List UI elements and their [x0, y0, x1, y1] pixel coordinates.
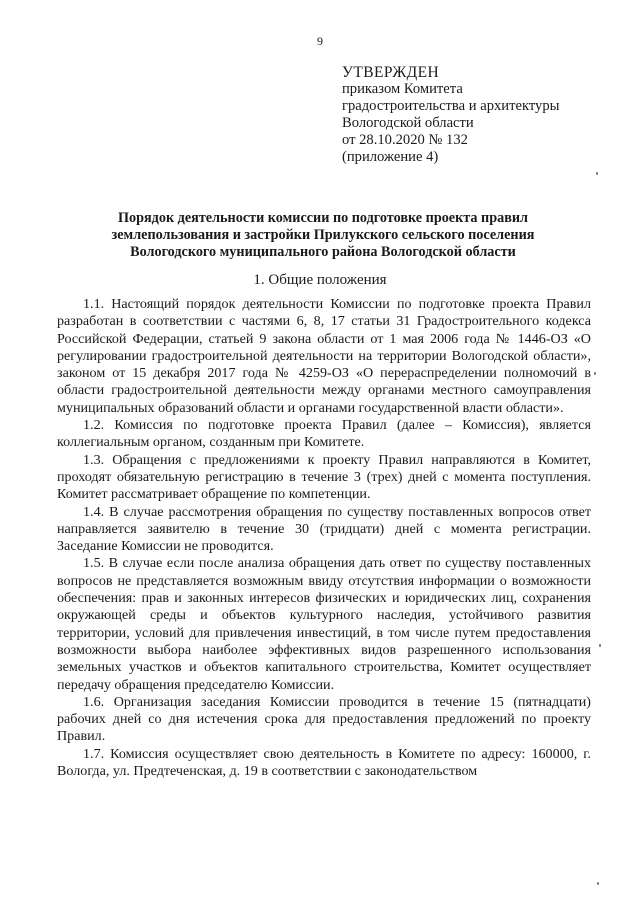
paragraph-1-6: 1.6. Организация заседания Комиссии проводится в течение 15 (пятнадцати) рабочих дней со дня истечения срока для предоставления предложений по проекту Правил.: [57, 693, 591, 745]
title-line: Порядок деятельности комиссии по подготовке проекта правил: [117, 210, 529, 226]
paragraph-1-7: 1.7. Комиссия осуществляет свою деятельность в Комитете по адресу: 160000, г. Вологда, ул. Предтеченская, д. 19 в соответствии с законодательством: [57, 745, 591, 780]
document-title: [80, 210, 566, 261]
section-title: 1. Общие положения: [253, 272, 387, 288]
paragraph-1-2: 1.2. Комиссия по подготовке проекта Правил (далее – Комиссия), является коллегиальным органом, созданным при Комитете.: [57, 417, 591, 451]
document-body: [57, 296, 591, 780]
scan-speck: [596, 172, 598, 175]
scan-speck: [594, 372, 596, 375]
paragraph-1-4: 1.4. В случае рассмотрения обращения по существу поставленных вопросов ответ направляется заявителю в течение 30 (тридцати) дней с момента регистрации. Заседание Комиссии не проводится.: [57, 503, 591, 555]
paragraph-1-3: 1.3. Обращения с предложениями к проекту Правил направляются в Комитет, проходят обязательную регистрацию в течение 3 (трех) дней с момента поступления. Комитет рассматривает обращение по компетенции.: [57, 451, 591, 503]
paragraph-1-5: 1.5. В случае если после анализа обращения дать ответ по существу поставленных вопросов не представляется возможным ввиду отсутствия информации о возможности обеспечения: прав и законных интересов физических и юридических лиц, сохранения окружающей среды и объектов культурного наследия, устойчивого развития территории, условий для привлечения инвестиций, в том числе путем предоставления возможности выбора наиболее эффективных видов разрешенного использования земельных участков и объектов капитального строительства, Комитет осуществляет передачу обращения председателю Комиссии.: [57, 555, 591, 693]
approval-line: градостроительства и архитектуры: [342, 98, 560, 114]
page-number: 9: [317, 34, 323, 48]
approval-line: Вологодской области: [342, 115, 474, 131]
approval-line: (приложение 4): [342, 149, 439, 165]
paragraph-1-1: 1.1. Настоящий порядок деятельности Комиссии по подготовке проекта Правил разработан в соответствии с частями 6, 8, 17 статьи 31 Градостроительного кодекса Российской Федерации, статьей 9 закона области от 1 мая 2006 года № 1446-ОЗ «О регулировании градостроительной деятельности на территории Вологодской области», законом от 15 декабря 2017 года № 4259-ОЗ «О перераспределении полномочий в области градостроительной деятельности между органами местного самоуправления муниципальных образований области и органами государственной власти области».: [57, 296, 591, 416]
approval-stamp-block: [342, 64, 559, 166]
scan-speck: [597, 882, 599, 885]
approval-line: от 28.10.2020 № 132: [342, 132, 468, 148]
scan-speck: [599, 644, 601, 647]
title-line: Вологодского муниципального района Вологодской области: [130, 244, 516, 260]
approval-line: приказом Комитета: [342, 81, 463, 97]
title-line: землепользования и застройки Прилукского сельского поселения: [111, 227, 535, 243]
approval-heading: УТВЕРЖДЕН: [342, 64, 440, 81]
